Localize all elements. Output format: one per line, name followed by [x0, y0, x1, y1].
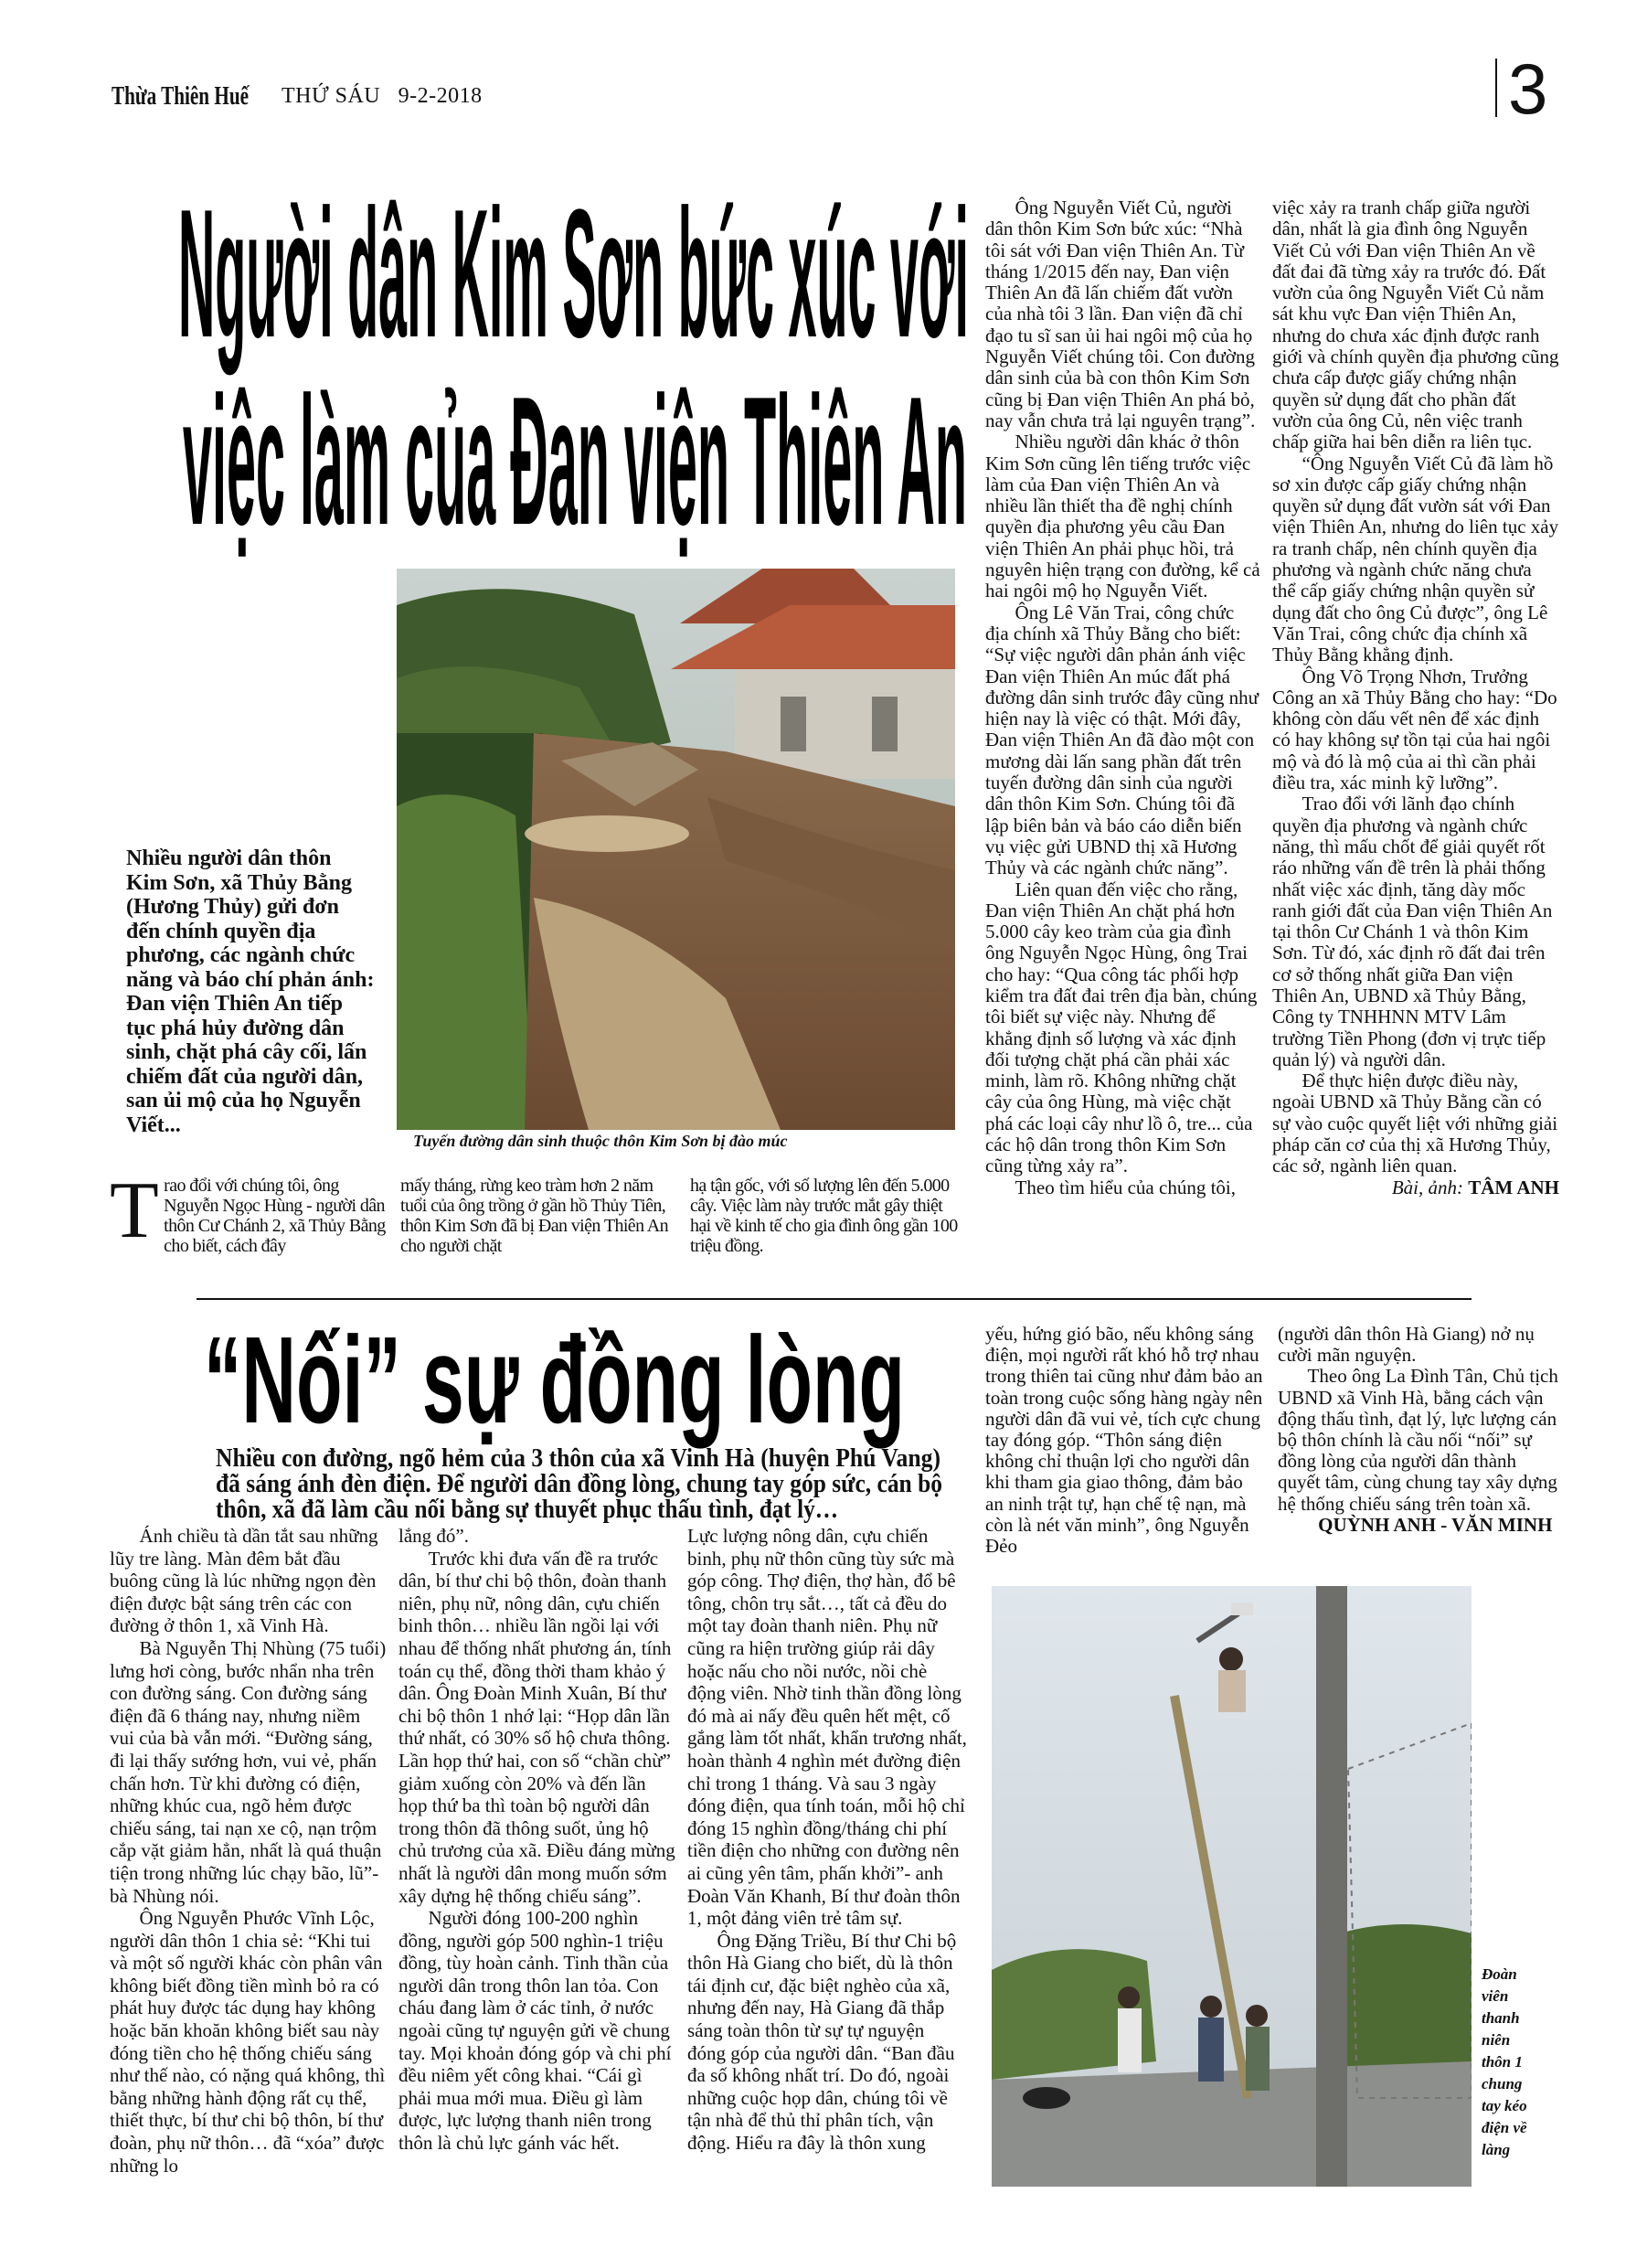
byline-prefix: Bài, ảnh:	[1391, 1176, 1463, 1198]
paragraph: lắng đó”.	[398, 1525, 469, 1547]
intro-text: hạ tận gốc, với số lượng lên đến 5.000 cây. Việc làm này trước mắt gây thiệt hại về kinh tế cho gia đình ông gần 100 triệu đồng.	[690, 1176, 958, 1256]
article1-column-2	[1272, 197, 1559, 1198]
article1-lede: Nhiều người dân thôn Kim Sơn, xã Thủy Bằng (Hương Thủy) gửi đơn đến chính quyền địa phương, các ngành chức năng và báo chí phản ánh: Đan viện Thiên An tiếp tục phá hủy đường dân sinh, chặt phá cây cối, lấn chiếm đất của người dân, san ủi mộ của họ Nguyễn Viết...	[126, 847, 375, 1137]
article2-column-3	[687, 1525, 967, 2155]
article2-column-1	[110, 1525, 389, 2177]
page-number: 3	[1508, 48, 1548, 129]
sapo-text: thôn, xã đã làm cầu nối bằng sự thuyết phục thấu tình, đạt lý…	[216, 1496, 838, 1524]
paragraph: “Ông Nguyễn Viết Củ đã làm hồ sơ xin được cấp giấy chứng nhận quyền sử dụng đất vườn sát với Đan viện Thiên An, nhưng do liên tục xảy ra tranh chấp, nên chính quyền địa phương và ngành chức năng chưa thể cấp giấy chứng nhận quyền sử dụng đất cho ông Củ được”, ông Lê Văn Trai, công chức địa chính xã Thủy Bằng khẳng định.	[1272, 452, 1559, 666]
section-divider	[197, 1298, 1472, 1300]
article1-intro-col2	[400, 1176, 675, 1256]
intro-text: rao đổi với chúng tôi, ông Nguyễn Ngọc Hùng - người dân thôn Cư Chánh 2, xã Thủy Bằng cho biết, cách đây	[164, 1176, 386, 1256]
article1-column-1	[985, 197, 1261, 1198]
photo-road-illustration	[397, 569, 955, 1130]
article1-photo-caption: Tuyến đường dân sinh thuộc thôn Kim Sơn bị đào múc	[413, 1132, 788, 1150]
headline-text: việc làm của Đan viện Thiên An	[183, 359, 967, 563]
article2-byline: QUỲNH ANH - VĂN MINH	[1318, 1513, 1553, 1536]
paragraph: Theo ông La Đình Tân, Chủ tịch UBND xã Vinh Hà, bằng cách vận động thấu tình, đạt lý, lực lượng cán bộ thôn chính là cầu nối “nối” sự đồng lòng của người dân thành quyết tâm, cùng chung tay xây dựng hệ thống chiếu sáng trên toàn xã.	[1278, 1365, 1558, 1515]
paragraph: Ông Nguyễn Phước Vĩnh Lộc, người dân thôn 1 chia sẻ: “Khi tui và một số người khác còn phân vân không biết đồng tiền mình bỏ ra có phát huy được tác dụng hay không hoặc băn khoăn không biết sau này đóng tiền cho hệ thống chiếu sáng như thế nào, có nặng quá không, thì bằng những hành động rất cụ thể, thiết thực, bí thư chi bộ thôn, bí thư đoàn, phụ nữ thôn… đã “xóa” được những lo	[110, 1907, 386, 2177]
article2-column-2	[398, 1525, 678, 2155]
article1-intro-col3	[690, 1176, 964, 1256]
article1-byline	[1272, 1177, 1559, 1198]
paragraph: Ánh chiều tà dần tắt sau những lũy tre làng. Màn đêm bắt đầu buông cũng là lúc những ngọn đèn điện được bật sáng trên các con đường ở thôn 1, xã Vinh Hà.	[110, 1525, 378, 1637]
article2-photo-youth-pulling-power	[992, 1586, 1472, 2187]
paragraph: Bà Nguyễn Thị Nhùng (75 tuổi) lưng hơi còng, bước nhẩn nha trên con đường sáng. Con đường sáng điện đã 6 tháng nay, nhưng niềm vui của bà vẫn mới. “Đường sáng, đi lại thấy sướng hơn, vui vẻ, phấn chấn hơn. Từ khi đường có điện, những khúc cua, ngõ hẻm được chiếu sáng, tai nạn xe cộ, nạn trộm cắp vặt giảm hẳn, nhất là quá thuận tiện trong những lúc chạy bão, lũ”- bà Nhùng nói.	[110, 1636, 387, 1907]
drop-cap: T	[110, 1166, 159, 1255]
photo-power-pole-illustration	[992, 1586, 1472, 2187]
paragraph: Ông Nguyễn Viết Củ, người dân thôn Kim Sơn bức xúc: “Nhà tôi sát với Đan viện Thiên An. Từ tháng 1/2015 đến nay, Đan viện Thiên An đã lấn chiếm đất vườn của nhà tôi 3 lần. Đan viện đã chỉ đạo tu sĩ san ủi hai ngôi mộ của họ Nguyễn Viết chúng tôi. Con đường dân sinh của bà con thôn Kim Sơn cũng bị Đan viện Thiên An phá bỏ, nay vẫn chưa trả lại nguyên trạng”.	[985, 197, 1256, 431]
article2-column-5	[1278, 1324, 1563, 1536]
page-number-divider	[1495, 59, 1497, 117]
article1-photo-dug-road	[397, 569, 955, 1130]
paragraph: Ông Lê Văn Trai, công chức địa chính xã Thủy Bằng cho biết: “Sự việc người dân phản ánh việc Đan viện Thiên An múc đất phá đường dân sinh trước đây cũng như hiện nay là việc có thật. Mới đây, Đan viện Thiên An đã đào một con mương dài lấn sang phần đất trên tuyến đường dân sinh của người dân thôn Kim Sơn. Chúng tôi đã lập biên bản và báo cáo diễn biến vụ việc gửi UBND thị xã Hương Thủy và các ngành chức năng”.	[985, 601, 1259, 879]
article1-intro-col1	[110, 1166, 388, 1256]
sapo-text: Nhiều con đường, ngõ hẻm của 3 thôn của xã Vinh Hà (huyện Phú Vang)	[216, 1444, 940, 1473]
sapo-text: đã sáng ánh đèn điện. Để người dân đồng lòng, chung tay góp sức, cán bộ	[216, 1470, 942, 1498]
paragraph: Theo tìm hiểu của chúng tôi,	[1015, 1176, 1236, 1198]
paragraph: Liên quan đến việc cho rằng, Đan viện Thiên An chặt phá hơn 5.000 cây keo tràm của gia đình ông Nguyễn Ngọc Hùng, ông Trai cho hay: “Qua công tác phối hợp kiểm tra đất đai trên địa bàn, chúng tôi biết sự việc này. Nhưng để khẳng định số lượng và xác định đối tượng chặt phá cần phải xác minh, làm rõ. Không những chặt cây của ông Hùng, mà việc chặt phá các loại cây như lồ ô, tre... của các hộ dân trong thôn Kim Sơn cũng từng xảy ra”.	[985, 878, 1258, 1177]
paragraph: việc xảy ra tranh chấp giữa người dân, nhất là gia đình ông Nguyễn Viết Củ với Đan viện Thiên An về đất đai đã từng xảy ra trước đó. Đất vườn của ông Nguyễn Viết Củ nằm sát khu vực Đan viện Thiên An, nhưng do chưa xác định được ranh giới và chính quyền địa phương cũng chưa cấp được giấy chứng nhận quyền sử dụng đất cho phần đất vườn của ông Củ, nên việc tranh chấp giữa hai bên diễn ra liên tục.	[1272, 197, 1559, 453]
paragraph: Trước khi đưa vấn đề ra trước dân, bí thư chi bộ thôn, đoàn thanh niên, phụ nữ, nông dân, cựu chiến binh thôn… nhiều lần ngồi lại với nhau để thống nhất phương án, tính toán cụ thể, đồng thời tham khảo ý dân. Ông Đoàn Minh Xuân, Bí thư chi bộ thôn 1 nhớ lại: “Họp dân lần thứ nhất, có 30% số hộ chưa thông. Lần họp thứ hai, con số “chần chừ” giảm xuống còn 20% và đến lần họp thứ ba thì toàn bộ người dân trong thôn đã thông suốt, ủng hộ chủ trương của xã. Điều đáng mừng nhất là người dân mong muốn sớm xây dựng hệ thống chiếu sáng”.	[398, 1547, 675, 1907]
paragraph: Trao đổi với lãnh đạo chính quyền địa phương và ngành chức năng, thì mấu chốt để giải quyết rốt ráo những vấn đề trên là phải thống nhất việc xác định, tăng dày mốc ranh giới đất của Đan viện Thiên An tại thôn Cư Chánh 1 và thôn Kim Sơn. Từ đó, xác định rõ đất đai trên cơ sở thống nhất giữa Đan viện Thiên An, UBND xã Thủy Bằng, Công ty TNHHNN MTV Lâm trường Tiền Phong (đơn vị trực tiếp quản lý) và người dân.	[1272, 793, 1553, 1070]
paragraph: Nhiều người dân khác ở thôn Kim Sơn cũng lên tiếng trước việc làm của Đan viện Thiên An và nhiều lần thiết tha đề nghị chính quyền địa phương yêu cầu Đan viện Thiên An phải phục hồi, trả nguyên hiện trạng con đường, kể cả hai ngôi mộ họ Nguyễn Viết.	[985, 431, 1260, 602]
intro-text: mấy tháng, rừng keo tràm hơn 2 năm tuổi của ông trồng ở gần hồ Thủy Tiên, thôn Kim Sơn đã bị Đan viện Thiên An cho người chặt	[400, 1176, 669, 1256]
publication-name-text: Thừa Thiên Huế	[112, 82, 249, 111]
issue-date: THỨ SÁU 9-2-2018	[282, 84, 483, 108]
article2-sapo-line3	[216, 1497, 906, 1523]
publication-name	[112, 82, 292, 112]
headline-text: “Nối” sự đồng lòng	[204, 1311, 905, 1449]
article2-sapo-line1	[216, 1446, 1007, 1472]
article2-column-4	[985, 1324, 1265, 1557]
byline-author: TÂM ANH	[1468, 1176, 1559, 1198]
article2-sapo-line2	[216, 1472, 1015, 1497]
paragraph: (người dân thôn Hà Giang) nở nụ cười mãn nguyện.	[1278, 1323, 1535, 1367]
paragraph: yếu, hứng gió bão, nếu không sáng điện, mọi người rất khó hỗ trợ nhau trong thiên tai cũng như đảm bảo an toàn trong cuộc sống hàng ngày nên người dân đã vui vẻ, tích cực chung tay đóng góp. “Thôn sáng điện không chỉ thuận lợi cho người dân khi tham gia giao thông, đảm bảo an ninh trật tự, hạn chế tệ nạn, mà còn là nét văn minh”, ông Nguyễn Đẻo	[985, 1323, 1263, 1558]
headline-text: Người dân Kim Sơn bức xúc với	[178, 172, 969, 376]
paragraph: Lực lượng nông dân, cựu chiến binh, phụ nữ thôn cũng tùy sức mà góp công. Thợ điện, thợ hàn, đổ bê tông, chôn trụ sắt…, tất cả đều do một tay đoàn thanh niên. Phụ nữ cũng ra hiện trường giúp rải dây hoặc nấu cho nồi nước, nồi chè động viên. Nhờ tinh thần đồng lòng đó mà ai nấy đều quên hết mệt, cố gắng làm tốt nhất, khẩn trương nhất, hoàn thành 4 nghìn mét đường điện chỉ trong 1 tháng. Và sau 3 ngày đóng điện, qua tính toán, mỗi hộ chỉ đóng 15 nghìn đồng/tháng chi phí tiền điện cho những con đường nên ai cũng yên tâm, phấn khởi”- anh Đoàn Văn Khanh, Bí thư đoàn thôn 1, một đảng viên trẻ tâm sự.	[687, 1525, 967, 1930]
paragraph: Ông Đặng Triều, Bí thư Chi bộ thôn Hà Giang cho biết, dù là thôn tái định cư, đặc biệt nghèo của xã, nhưng đến nay, Hà Giang đã thắp sáng toàn thôn từ sự tự nguyện đóng góp của người dân. “Ban đầu đa số không nhất trí. Do đó, ngoài những cuộc họp dân, chúng tôi về tận nhà để thủ thỉ phân tích, vận động. Hiểu ra đây là thôn xung	[687, 1929, 957, 2155]
paragraph: Ông Võ Trọng Nhơn, Trưởng Công an xã Thủy Bằng cho hay: “Do không còn dấu vết nên để xác định có hay không sự tồn tại của hai ngôi mộ và đó là mộ của ai thì cần phải điều tra, xác minh kỹ lưỡng”.	[1272, 665, 1557, 794]
paragraph: Người đóng 100-200 nghìn đồng, người góp 500 nghìn-1 triệu đồng, tùy hoàn cảnh. Tinh thần của người dân trong thôn lan tỏa. Con cháu đang làm ở các tỉnh, ở nước ngoài cũng tự nguyện gửi về chung tay. Mọi khoản đóng góp và chi phí đều niêm yết công khai. “Cái gì phải mua mới mua. Điều gì làm được, lực lượng thanh niên trong thôn là chủ lực gánh vác hết.	[398, 1907, 672, 2155]
article2-photo-caption: Đoàn viên thanh niên thôn 1 chung tay kéo điện về làng	[1482, 1965, 1527, 2158]
paragraph: Để thực hiện được điều này, ngoài UBND xã Thủy Bằng cần có sự vào cuộc quyết liệt với những giải pháp căn cơ của thị xã Hương Thủy, các sở, ngành liên quan.	[1272, 1070, 1558, 1177]
